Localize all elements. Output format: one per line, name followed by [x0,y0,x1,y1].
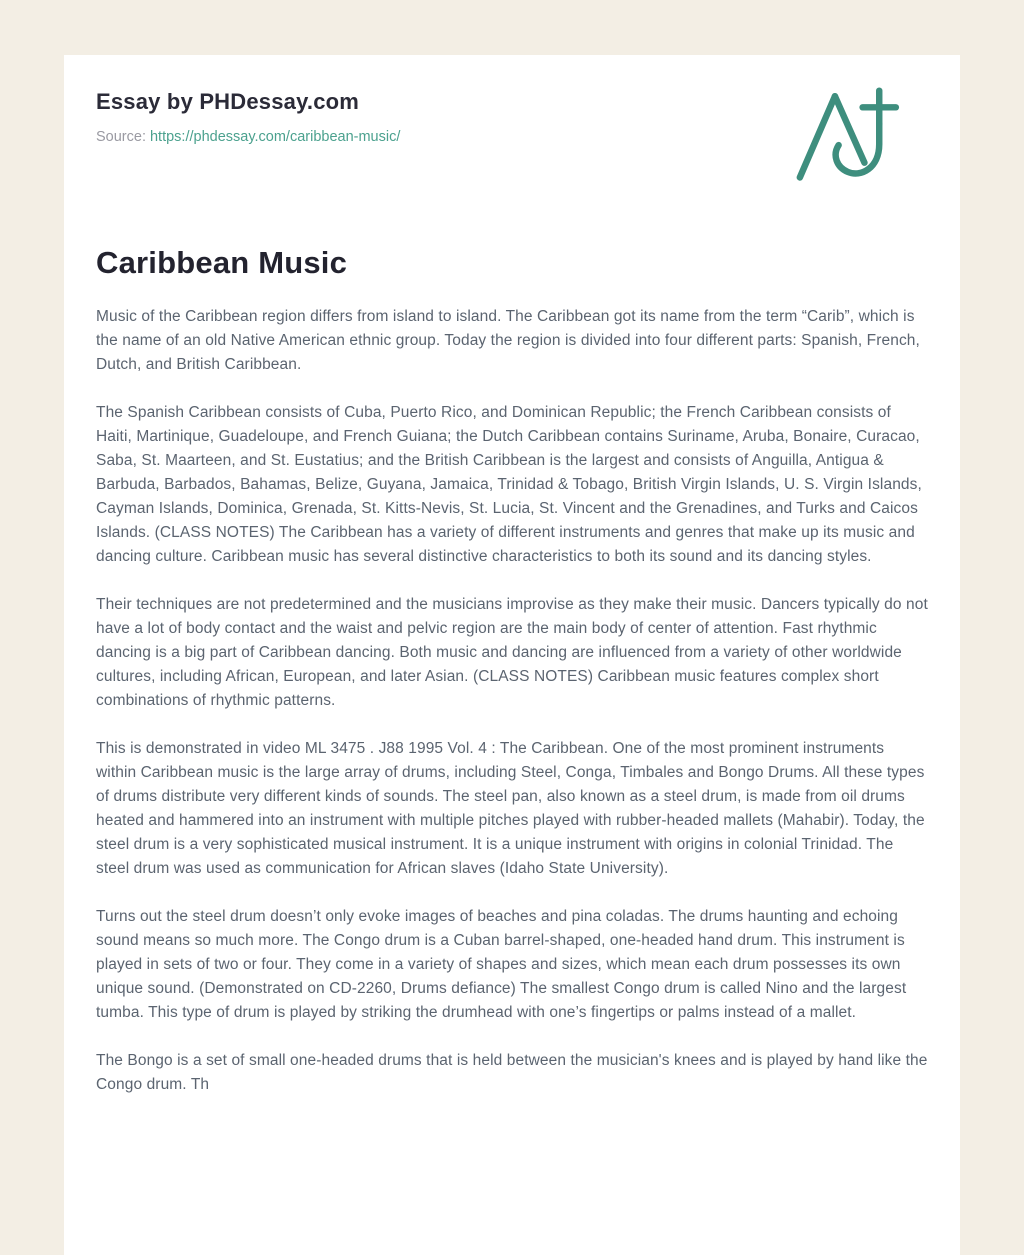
essay-paragraph: Turns out the steel drum doesn’t only evoke images of beaches and pina coladas. The drums haunting and echoing sound means so much more. The Congo drum is a Cuban barrel-shaped, one-headed hand drum. This instrument is played in sets of two or four. They come in a variety of shapes and sizes, which mean each drum possesses its own unique sound. (Demonstrated on CD-2260, Drums defiance) The smallest Congo drum is called Nino and the largest tumba. This type of drum is played by striking the drumhead with one’s fingertips or palms instead of a mallet. [96,908,907,1021]
card-header [96,81,928,183]
site-title: Essay by PHDessay.com [96,89,360,114]
essay-paragraph: This is demonstrated in video ML 3475 . J88 1995 Vol. 4 : The Caribbean. One of the most prominent instruments within Caribbean music is the large array of drums, including Steel, Conga, Timbales and Bongo Drums. All these types of drums distribute very different kinds of sounds. The steel pan, also known as a steel drum, is made from oil drums heated and hammered into an instrument with multiple pitches played with rubber-headed mallets (Mahabir). Today, the steel drum is a very sophisticated musical instrument. It is a unique instrument with origins in colonial Trinidad. The steel drum was used as communication for African slaves (Idaho State University). [96,740,925,877]
header-text-block [96,81,400,145]
essay-body [96,305,928,1097]
source-link[interactable]: https://phdessay.com/caribbean-music/ [149,129,401,145]
essay-paragraph: Their techniques are not predetermined and the musicians improvise as they make their music. Dancers typically do not have a lot of body contact and the waist and pelvic region are the main body of center of attention. Fast rhythmic dancing is a big part of Caribbean dancing. Both music and dancing are influenced from a variety of other worldwide cultures, including African, European, and later Asian. (CLASS NOTES) Caribbean music features complex short combinations of rhythmic patterns. [96,596,928,709]
essay-paragraph: Music of the Caribbean region differs from island to island. The Caribbean got its name from the term “Carib”, which is the name of an old Native American ethnic group. Today the region is divided into four different parts: Spanish, French, Dutch, and British Caribbean. [96,308,920,373]
source-label: Source: [96,129,146,145]
source-line [96,129,400,145]
essay-paragraph: The Spanish Caribbean consists of Cuba, Puerto Rico, and Dominican Republic; the French Caribbean consists of Haiti, Martinique, Guadeloupe, and French Guiana; the Dutch Caribbean contains Suriname, Aruba, Bonaire, Curacao, Saba, St. Maarteen, and St. Eustatius; and the British Caribbean is the largest and consists of Anguilla, Antigua & Barbuda, Barbados, Bahamas, Belize, Guyana, Jamaica, Trinidad & Tobago, British Virgin Islands, U. S. Virgin Islands, Cayman Islands, Dominica, Grenada, St. Kitts-Nevis, St. Lucia, St. Vincent and the Grenadines, and Turks and Caicos Islands. (CLASS NOTES) The Caribbean has a variety of different instruments and genres that make up its music and dancing culture. Caribbean music has several distinctive characteristics to both its sound and its dancing styles. [96,404,922,565]
essay-paragraph: The Bongo is a set of small one-headed drums that is held between the musician's knees and is played by hand like the Congo drum. Th [96,1052,928,1093]
essay-title: Caribbean Music [96,245,348,280]
essay-card [64,55,960,1255]
phdessay-a-plus-logo-icon [790,87,902,183]
